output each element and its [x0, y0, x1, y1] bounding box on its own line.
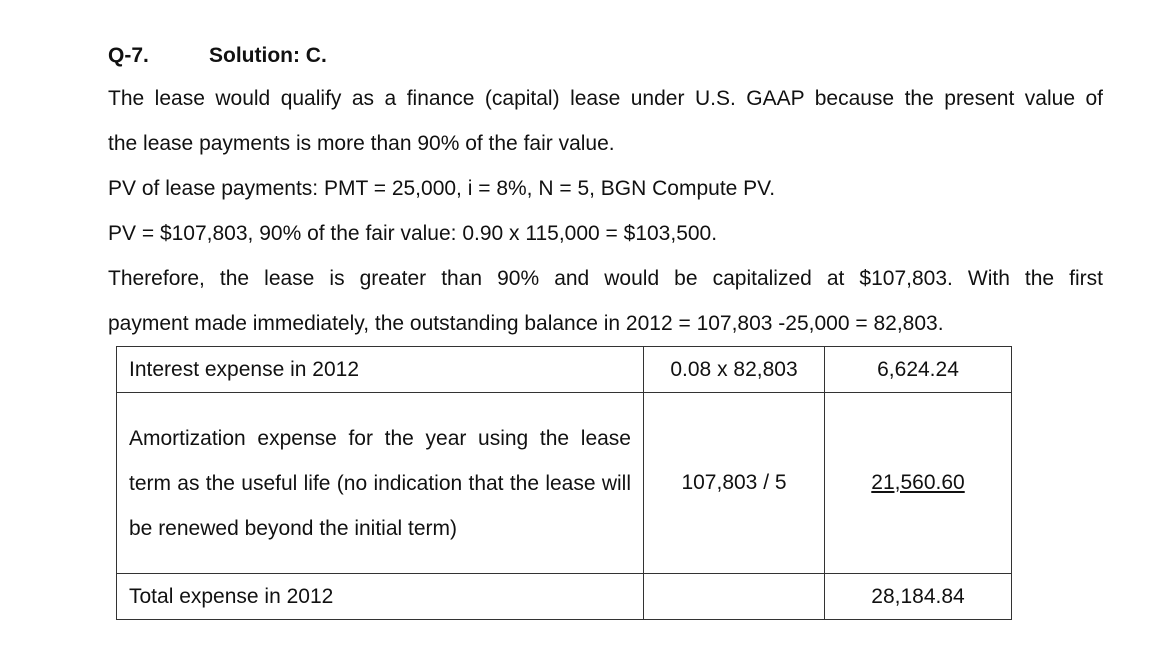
row-amount: 6,624.24: [825, 347, 1012, 393]
paragraph-pv-inputs: PV of lease payments: PMT = 25,000, i = 8%, N = 5, BGN Compute PV.: [108, 177, 776, 200]
row-amount: 28,184.84: [825, 574, 1012, 620]
row-amount-cell: [825, 393, 1012, 574]
row-label: Amortization expense for the year using the lease term as the useful life (no indication that the lease will be renewed beyond the initial term): [129, 426, 631, 540]
row-formula: [644, 574, 825, 620]
expense-table: [116, 346, 1012, 620]
question-number: Q-7.: [108, 44, 149, 67]
paragraph-finance-lease-line2: the lease payments is more than 90% of the fair value.: [108, 132, 615, 155]
row-amount: 21,560.60: [871, 471, 965, 494]
row-formula: 0.08 x 82,803: [644, 347, 825, 393]
table-row: [117, 574, 1012, 620]
row-label: Interest expense in 2012: [117, 347, 644, 393]
paragraph-conclusion-line2: payment made immediately, the outstanding balance in 2012 = 107,803 -25,000 = 82,803.: [108, 312, 944, 335]
solution-answer: Solution: C.: [209, 44, 327, 67]
paragraph-finance-lease-line1: The lease would qualify as a finance (capital) lease under U.S. GAAP because the present value of: [108, 87, 1103, 110]
row-formula: 107,803 / 5: [644, 393, 825, 574]
paragraph-pv-result: PV = $107,803, 90% of the fair value: 0.90 x 115,000 = $103,500.: [108, 222, 718, 245]
row-label: Total expense in 2012: [117, 574, 644, 620]
paragraph-conclusion-line1: Therefore, the lease is greater than 90% and would be capitalized at $107,803. With the first: [108, 267, 1103, 290]
table-row: [117, 347, 1012, 393]
solution-document: [108, 36, 1103, 346]
row-label-cell: [117, 393, 644, 574]
table-row: [117, 393, 1012, 574]
question-heading: [108, 36, 1103, 76]
